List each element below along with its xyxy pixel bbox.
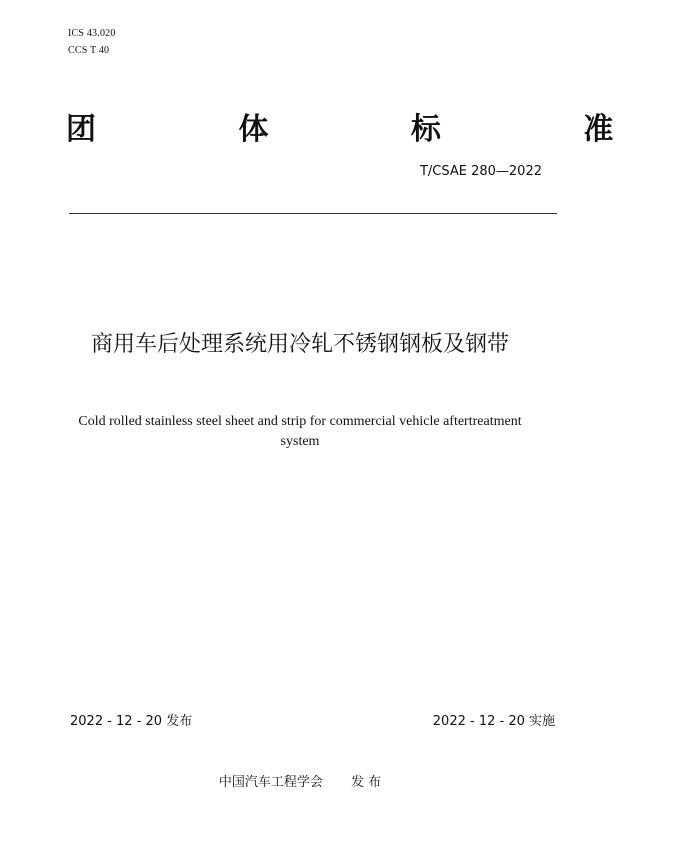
chinese-title: 商用车后处理系统用冷轧不锈钢钢板及钢带 [90, 332, 509, 357]
ccs-code: CCS T 40 [68, 45, 110, 56]
document-number: T/CSAE 280—2022 [419, 164, 542, 179]
implementation-date: 2022 - 12 - 20 实施 [432, 714, 555, 729]
header-divider [69, 213, 557, 214]
ics-code: ICS 43.020 [68, 28, 116, 39]
publisher-name: 中国汽车工程学会 [218, 775, 323, 790]
publisher-action: 发 布 [350, 775, 382, 790]
standard-category-title: 团 体 标 准 [66, 112, 679, 147]
publisher [0, 774, 600, 792]
issue-date: 2022 - 12 - 20 发布 [70, 714, 193, 729]
english-title: Cold rolled stainless steel sheet and strip for commercial vehicle aftertreatment system [78, 414, 522, 449]
